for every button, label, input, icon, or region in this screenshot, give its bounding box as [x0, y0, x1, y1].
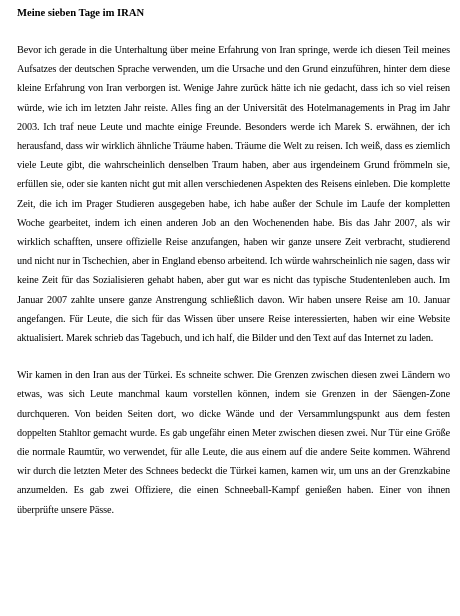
document-title: Meine sieben Tage im IRAN [17, 8, 145, 19]
paragraph-border-crossing: Wir kamen in den Iran aus der Türkei. Es schneite schwer. Die Grenzen zwischen diesen zwei Ländern wo etwas, was sich Leute manchmal kaum vorstellen können, indem sie Grenzen in der Säengen-Zone durchqueren. Von beiden Seiten dort, wo dicke Wände und der Versammlungspunkt aus dem festen doppelten Stahltor gemacht wurde. Es gab ungefähr einen Meter zwischen diesen zwei. Nur Tür eine Größe die normale Raumtür, wo verwendet, für alle Leute, die aus einem auf die andere Seite kommen. Während wir durch die letzten Meter des Schnees bedeckt die Türkei kamen, kamen wir, um uns an der Grenzkabine anzumelden. Es gab zwei Offiziere, die einen Schneeball-Kampf genießen haben. Einer von ihnen überprüfte unsere Pässe. [17, 370, 450, 516]
paragraph-introduction: Bevor ich gerade in die Unterhaltung über meine Erfahrung von Iran springe, werde ich diesen Teil meines Aufsatzes der deutschen Sprache verwenden, um die Ursache und den Grund einzuführen, hinter dem diese kleine Erfahrung von Iran verborgen ist. Wenige Jahre zurück hätte ich nie gedacht, dass ich so viel reisen würde, wie ich im letzten Jahr reiste. Alles fing an der Universität des Hotelmanagements in Prag im Jahr 2003. Ich traf neue Leute und machte einige Freunde. Besonders werde ich Marek S. erwähnen, der ich herausfand, dass wir wirklich ähnliche Träume haben. Träume die Welt zu reisen. Ich weiß, dass es ziemlich viele Leute gibt, die wahrscheinlich denselben Traum haben, aber aus irgendeinem Grund frömmeln sie, erfüllen sie, oder sie kanten nicht gut mit allen verschiedenen Aspekten des Reisens einleben. Die komplette Zeit, die ich im Prager Studieren ausgegeben habe, ich habe außer der Schule im Laufe der kompletten Woche gearbeitet, indem ich einen anderen Job an den Wochenenden habe. Bis das Jahr 2007, als wir wirklich schafften, unsere offizielle Reise anzufangen, haben wir ganze unsere Zeit verbracht, studierend und nicht nur in Tschechien, aber in England ebenso arbeitend. Ich würde wahrscheinlich nie sagen, dass wir keine Zeit für das Sozialisieren gehabt haben, aber gut war es nicht das typische Studentenleben auch. Im Januar 2007 zahlte unsere ganze Anstrengung schließlich davon. Wir haben unsere Reise am 10. Januar angefangen. Für Leute, die sich für das Wissen über unsere Reise interessierten, haben wir eine Website aktualisiert. Marek schrieb das Tagebuch, und ich half, die Bilder und den Text auf das Internet zu laden. [17, 45, 450, 345]
